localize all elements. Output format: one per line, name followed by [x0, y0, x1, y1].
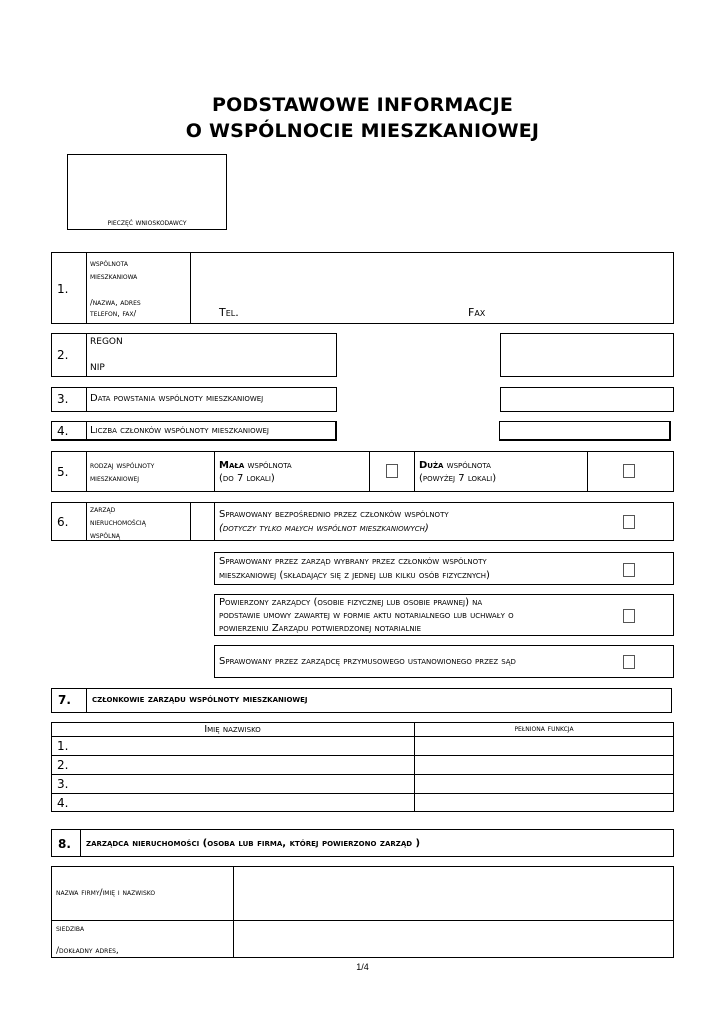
table-row-2[interactable]: 2.	[57, 758, 69, 772]
manager-name-field[interactable]	[235, 868, 672, 918]
col-header-function: pełniona funkcja	[514, 724, 574, 734]
section-1-label-2: mieszkaniowa	[90, 272, 138, 282]
manager-seat-label: siedziba	[56, 924, 85, 934]
member-count-field[interactable]	[499, 421, 671, 441]
large-community-sub: (powyżej 7 lokali)	[419, 473, 497, 484]
option-4-line-1: Sprawowany przez zarządcę przymusowego ustanowionego przez sąd	[219, 656, 516, 667]
section-3-number: 3.	[57, 392, 69, 406]
section-1-number: 1.	[57, 282, 69, 296]
section-7-number: 7.	[58, 693, 71, 707]
section-8-number: 8.	[58, 837, 71, 851]
manager-address-label: /dokładny adres,	[56, 946, 119, 956]
fax-label: Fax	[468, 306, 486, 319]
community-name-field[interactable]	[192, 254, 672, 304]
col-header-name: Imię nazwisko	[204, 724, 261, 735]
regon-nip-field[interactable]	[500, 333, 674, 377]
section-6-label-2: nieruchomością	[90, 518, 146, 528]
option-3-line-3: powierzeniu Zarządu potwierdzonej notarialnie	[219, 623, 422, 634]
option-3-checkbox[interactable]	[623, 609, 635, 623]
section-1-label-1: wspólnota	[90, 259, 128, 269]
option-2-line-2: mieszkaniowej (składający się z jednej lub kilku osób fizycznych)	[219, 570, 490, 581]
page-title-line2: O WSPÓLNOCIE MIESZKANIOWEJ	[185, 120, 540, 142]
option-1-line-2: (dotyczy tylko małych wspólnot mieszkaniowych)	[219, 523, 429, 534]
option-2-line-1: Sprawowany przez zarząd wybrany przez członków wspólnoty	[219, 556, 487, 567]
nip-label: NIP	[90, 363, 105, 373]
tel-label: Tel.	[219, 306, 239, 319]
option-1-line-1: Sprawowany bezpośrednio przez członków wspólnoty	[219, 509, 449, 520]
section-6-number: 6.	[57, 515, 69, 529]
section-5-label-1: rodzaj wspólnoty	[90, 461, 155, 471]
page-title-line1: PODSTAWOWE INFORMACJE	[211, 94, 514, 116]
small-community-suffix: wspólnota	[244, 460, 292, 471]
small-community-word: Mała	[219, 460, 245, 471]
manager-address-field[interactable]	[235, 922, 672, 956]
section-1-sub-1: /nazwa, adres	[90, 298, 141, 307]
small-community-checkbox[interactable]	[386, 464, 398, 478]
option-2-checkbox[interactable]	[623, 563, 635, 577]
section-8-label: zarządca nieruchomości (osoba lub firma, której powierzono zarząd )	[86, 838, 421, 849]
page-number: 1/4	[356, 962, 369, 972]
section-4-label: Liczba członków wspólnoty mieszkaniowej	[90, 425, 269, 436]
section-2-number: 2.	[57, 348, 69, 362]
stamp-label: pieczęć wnioskodawcy	[107, 218, 187, 227]
section-4-number: 4.	[57, 424, 69, 438]
large-community-suffix: wspólnota	[443, 460, 491, 471]
section-7-label: członkowie zarządu wspólnoty mieszkaniowej	[92, 694, 308, 705]
option-3-line-2: podstawie umowy zawartej w formie aktu notarialnego lub uchwały o	[219, 610, 514, 621]
section-6-label-1: zarząd	[90, 505, 116, 515]
small-community-sub: (do 7 lokali)	[219, 473, 275, 484]
section-3-label: Data powstania wspólnoty mieszkaniowej	[90, 393, 264, 404]
table-row-3[interactable]: 3.	[57, 777, 69, 791]
section-6-label-3: wspólną	[90, 531, 121, 541]
table-row-1[interactable]: 1.	[57, 739, 69, 753]
large-community-checkbox[interactable]	[623, 464, 635, 478]
option-1-checkbox[interactable]	[623, 515, 635, 529]
section-5-number: 5.	[57, 465, 69, 479]
manager-name-label: nazwa firmy/imię i nazwisko	[56, 888, 156, 898]
option-3-line-1: Powierzony zarządcy (osobie fizycznej lub osobie prawnej) na	[219, 597, 483, 608]
option-4-checkbox[interactable]	[623, 655, 635, 669]
large-community-label	[419, 460, 491, 471]
large-community-word: Duża	[419, 460, 444, 471]
section-1-sub-2: telefon, fax/	[90, 309, 137, 318]
founding-date-field[interactable]	[500, 387, 674, 412]
regon-label: REGON	[90, 337, 123, 347]
small-community-label	[219, 460, 292, 471]
table-row-4[interactable]: 4.	[57, 796, 69, 810]
section-5-label-2: mieszkaniowej	[90, 474, 140, 484]
